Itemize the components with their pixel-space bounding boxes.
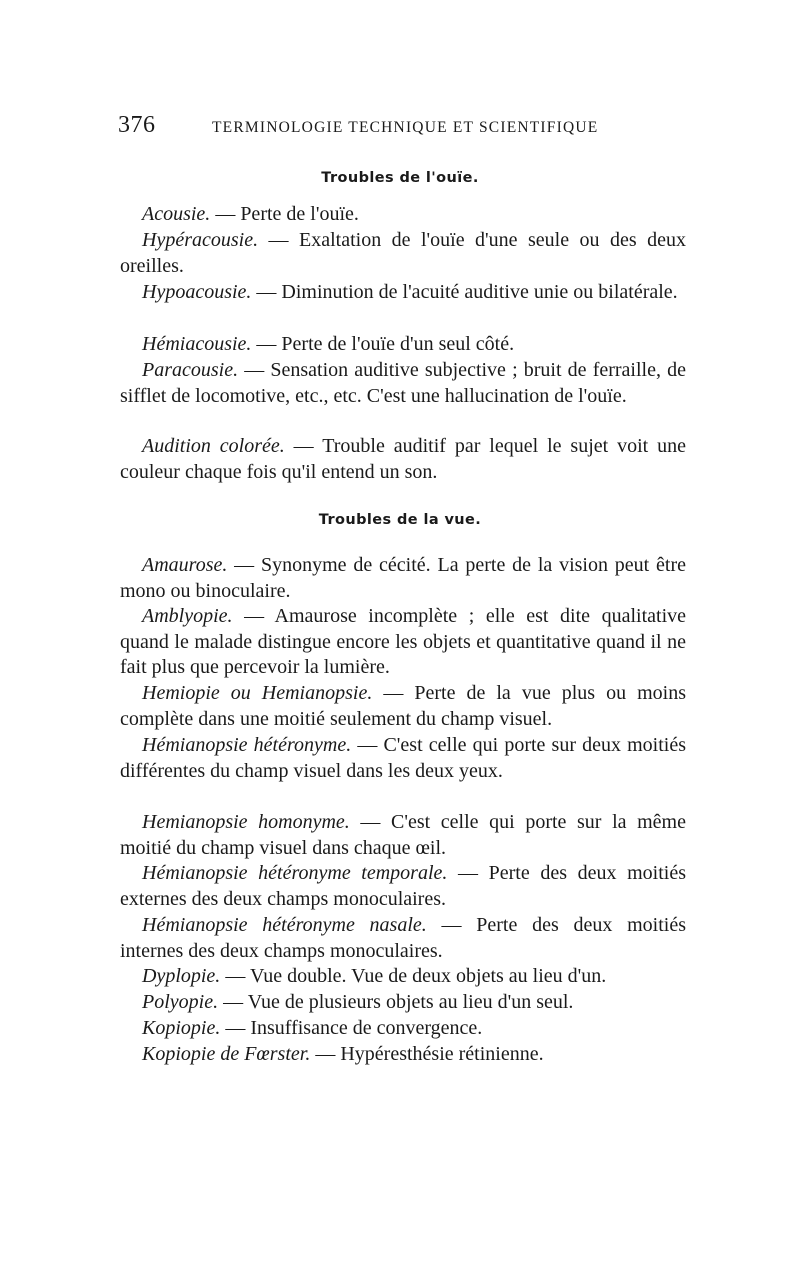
entry-definition: — Perte de la vue plus ou moins complète dans une moitié seulement du champ visuel. — [120, 682, 686, 730]
entry-definition: — Insuffisance de convergence. — [220, 1017, 483, 1039]
entry-polyopie — [120, 990, 686, 1016]
entry-hemianopsie-heteronyme — [120, 733, 686, 784]
entry-term: Hémianopsie hétéronyme. — [142, 734, 352, 756]
entry-term: Hémiacousie. — [142, 333, 252, 355]
entry-definition: — Hypéresthésie rétinienne. — [310, 1043, 544, 1065]
entry-term: Polyopie. — [142, 991, 219, 1013]
entry-definition: — Perte des deux moitiés externes des deux champs monoculaires. — [120, 862, 686, 910]
entry-kopiopie — [120, 1016, 686, 1042]
entry-hemiacousie — [120, 332, 686, 358]
entry-definition: — Amaurose incomplète ; elle est dite qualitative quand le malade distingue encore les objets et quantitative quand il ne fait plus que percevoir la lumière. — [120, 605, 686, 679]
entry-paracousie — [120, 358, 686, 409]
entry-term: Hemiopie ou Hemianopsie. — [142, 682, 373, 704]
entry-definition: — Trouble auditif par lequel le sujet voit une couleur chaque fois qu'il entend un son. — [120, 435, 686, 483]
entry-hemianopsie-nasale — [120, 913, 686, 964]
entry-hyperacousie — [120, 228, 686, 279]
entry-definition: — C'est celle qui porte sur la même moitié du champ visuel dans chaque œil. — [120, 811, 686, 859]
entry-acousie — [120, 202, 686, 228]
entry-term: Kopiopie. — [142, 1017, 221, 1039]
entry-term: Amblyopie. — [142, 605, 233, 627]
entry-definition: — Vue de plusieurs objets au lieu d'un seul. — [218, 991, 574, 1013]
entry-audition-coloree — [120, 434, 686, 485]
entry-hemiopie — [120, 681, 686, 732]
entry-term: Acousie. — [142, 203, 211, 225]
entry-definition: — Exaltation de l'ouïe d'une seule ou des deux oreilles. — [120, 229, 686, 277]
entry-definition: — Vue double. Vue de deux objets au lieu d'un. — [220, 965, 607, 987]
entry-hypoacousie — [120, 280, 686, 306]
entry-definition: — Perte de l'ouïe d'un seul côté. — [251, 333, 515, 355]
entry-definition: — Sensation auditive subjective ; bruit de ferraille, de sifflet de locomotive, etc., etc. C'est une hallucination de l'ouïe. — [120, 359, 686, 407]
entry-definition: — Perte des deux moitiés internes des deux champs monoculaires. — [120, 914, 686, 962]
entry-definition: — Synonyme de cécité. La perte de la vision peut être mono ou binoculaire. — [120, 554, 686, 602]
running-title: TERMINOLOGIE TECHNIQUE ET SCIENTIFIQUE — [212, 119, 599, 136]
page-number: 376 — [118, 112, 156, 138]
entry-term: Hypoacousie. — [142, 281, 252, 303]
entry-definition: — Diminution de l'acuité auditive unie ou bilatérale. — [251, 281, 678, 303]
entry-definition: — C'est celle qui porte sur deux moitiés différentes du champ visuel dans les deux yeux. — [120, 734, 686, 782]
entry-term: Dyplopie. — [142, 965, 221, 987]
entry-dyplopie — [120, 964, 686, 990]
entry-term: Amaurose. — [142, 554, 228, 576]
entry-hemianopsie-temporale — [120, 861, 686, 912]
entry-term: Hemianopsie homonyme. — [142, 811, 350, 833]
entry-term: Paracousie. — [142, 359, 239, 381]
entry-term: Kopiopie de Fœrster. — [142, 1043, 311, 1065]
entry-term: Hypéracousie. — [142, 229, 259, 251]
entry-term: Hémianopsie hétéronyme temporale. — [142, 862, 448, 884]
running-head — [118, 112, 686, 142]
entry-amblyopie — [120, 604, 686, 681]
section-heading-hearing: Troubles de l'ouïe. — [321, 170, 479, 186]
entry-term: Hémianopsie hétéronyme nasale. — [142, 914, 427, 936]
section-heading-vision: Troubles de la vue. — [318, 512, 482, 528]
entry-term: Audition colorée. — [142, 435, 285, 457]
entry-definition: — Perte de l'ouïe. — [210, 203, 359, 225]
entry-hemianopsie-homonyme — [120, 810, 686, 861]
entry-amaurose — [120, 553, 686, 604]
entry-kopiopie-foerster — [120, 1042, 686, 1068]
